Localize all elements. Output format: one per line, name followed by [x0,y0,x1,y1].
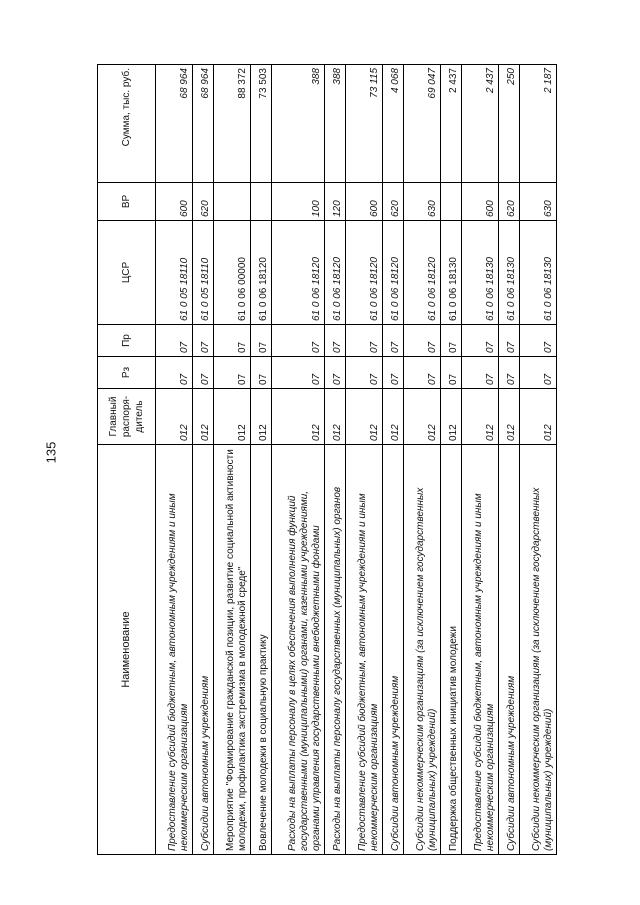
cell-csr: 61 0 06 18130 [441,221,462,325]
cell-name: Мероприятие "Формирование гражданской позиции, развитие социальной активности молодежи, профилактика экстремизма в молодежной среде" [213,445,250,855]
table-row [325,65,346,855]
col-header-name: Наименование [98,445,156,855]
table-row [441,65,462,855]
cell-name: Субсидии автономным учреждениям [499,445,520,855]
cell-csr: 61 0 06 18120 [325,221,346,325]
cell-rz: 07 [346,357,383,389]
cell-rz: 07 [441,357,462,389]
table-row [383,65,404,855]
cell-csr: 61 0 06 18120 [346,221,383,325]
cell-vr: 620 [193,183,214,221]
table-row [193,65,214,855]
cell-name: Вовлечение молодежи в социальную практику [251,445,272,855]
cell-pr: 07 [346,325,383,357]
cell-glav: 012 [403,389,440,445]
cell-sum: 73 115 [346,65,383,183]
cell-csr: 61 0 05 18110 [156,221,193,325]
cell-glav: 012 [383,389,404,445]
cell-pr: 07 [461,325,498,357]
cell-rz: 07 [403,357,440,389]
cell-vr [441,183,462,221]
cell-glav: 012 [499,389,520,445]
cell-sum: 2 437 [461,65,498,183]
cell-vr: 600 [346,183,383,221]
cell-vr: 630 [403,183,440,221]
col-header-sum: Сумма, тыс. руб. [98,65,156,183]
cell-csr: 61 0 06 18120 [383,221,404,325]
cell-pr: 07 [251,325,272,357]
col-header-glav: Главный распоря-дитель [98,389,156,445]
cell-csr: 61 0 06 18130 [461,221,498,325]
budget-table [97,64,557,855]
page-number-text: 135 [43,441,59,464]
cell-name: Субсидии автономным учреждениям [193,445,214,855]
cell-glav: 012 [461,389,498,445]
cell-rz: 07 [519,357,556,389]
table-row [403,65,440,855]
cell-glav: 012 [213,389,250,445]
cell-csr: 61 0 06 00000 [213,221,250,325]
cell-vr [251,183,272,221]
cell-pr: 07 [325,325,346,357]
cell-sum: 2 187 [519,65,556,183]
cell-sum: 69 047 [403,65,440,183]
cell-pr: 07 [383,325,404,357]
cell-rz: 07 [251,357,272,389]
cell-rz: 07 [271,357,325,389]
cell-pr: 07 [403,325,440,357]
table-row [271,65,325,855]
table-row [251,65,272,855]
cell-name: Расходы на выплаты персоналу в целях обеспечения выполнения функций государственными (муниципальными) органами, казенными учреждениями, органами управления государственными внебюджетными фондами [271,445,325,855]
cell-pr: 07 [499,325,520,357]
cell-sum: 68 964 [156,65,193,183]
col-header-pr: Пр [98,325,156,357]
cell-glav: 012 [156,389,193,445]
cell-sum: 88 372 [213,65,250,183]
cell-name: Субсидии некоммерческим организациям (за исключением государственных (муниципальных) учреждений) [403,445,440,855]
cell-csr: 61 0 05 18110 [193,221,214,325]
cell-pr: 07 [213,325,250,357]
cell-vr: 120 [325,183,346,221]
cell-rz: 07 [325,357,346,389]
cell-pr: 07 [193,325,214,357]
cell-sum: 4 068 [383,65,404,183]
table-row [156,65,193,855]
cell-pr: 07 [441,325,462,357]
cell-name: Предоставление субсидий бюджетным, автономным учреждениям и иным некоммерческим организациям [156,445,193,855]
cell-sum: 388 [325,65,346,183]
table-row [461,65,498,855]
cell-vr: 600 [461,183,498,221]
table-row [499,65,520,855]
cell-csr: 61 0 06 18120 [403,221,440,325]
cell-pr: 07 [156,325,193,357]
cell-sum: 250 [499,65,520,183]
table-header [98,65,156,855]
cell-name: Поддержка общественных инициатив молодежи [441,445,462,855]
rotated-table-container [97,65,557,855]
cell-vr: 600 [156,183,193,221]
table-row [519,65,556,855]
table-body [156,65,557,855]
cell-glav: 012 [271,389,325,445]
cell-rz: 07 [383,357,404,389]
cell-sum: 2 437 [441,65,462,183]
cell-sum: 68 964 [193,65,214,183]
cell-csr: 61 0 06 18120 [251,221,272,325]
cell-csr: 61 0 06 18130 [499,221,520,325]
table-row [213,65,250,855]
cell-glav: 012 [325,389,346,445]
cell-name: Субсидии некоммерческим организациям (за исключением государственных (муниципальных) учреждений) [519,445,556,855]
cell-vr [213,183,250,221]
cell-pr: 07 [519,325,556,357]
cell-name: Расходы на выплаты персоналу государственных (муниципальных) органов [325,445,346,855]
cell-glav: 012 [193,389,214,445]
cell-csr: 61 0 06 18130 [519,221,556,325]
cell-name: Субсидии автономным учреждениям [383,445,404,855]
cell-rz: 07 [461,357,498,389]
cell-name: Предоставление субсидий бюджетным, автономным учреждениям и иным некоммерческим организациям [346,445,383,855]
cell-vr: 620 [499,183,520,221]
cell-glav: 012 [346,389,383,445]
cell-vr: 100 [271,183,325,221]
cell-glav: 012 [519,389,556,445]
cell-glav: 012 [251,389,272,445]
cell-rz: 07 [156,357,193,389]
cell-glav: 012 [441,389,462,445]
table-row [346,65,383,855]
cell-vr: 620 [383,183,404,221]
cell-name: Предоставление субсидий бюджетным, автономным учреждениям и иным некоммерческим организациям [461,445,498,855]
cell-csr: 61 0 06 18120 [271,221,325,325]
cell-rz: 07 [213,357,250,389]
cell-rz: 07 [193,357,214,389]
cell-sum: 388 [271,65,325,183]
col-header-rz: Рз [98,357,156,389]
cell-sum: 73 503 [251,65,272,183]
col-header-csr: ЦСР [98,221,156,325]
cell-rz: 07 [499,357,520,389]
cell-pr: 07 [271,325,325,357]
cell-vr: 630 [519,183,556,221]
page-number [40,441,62,464]
col-header-vr: ВР [98,183,156,221]
